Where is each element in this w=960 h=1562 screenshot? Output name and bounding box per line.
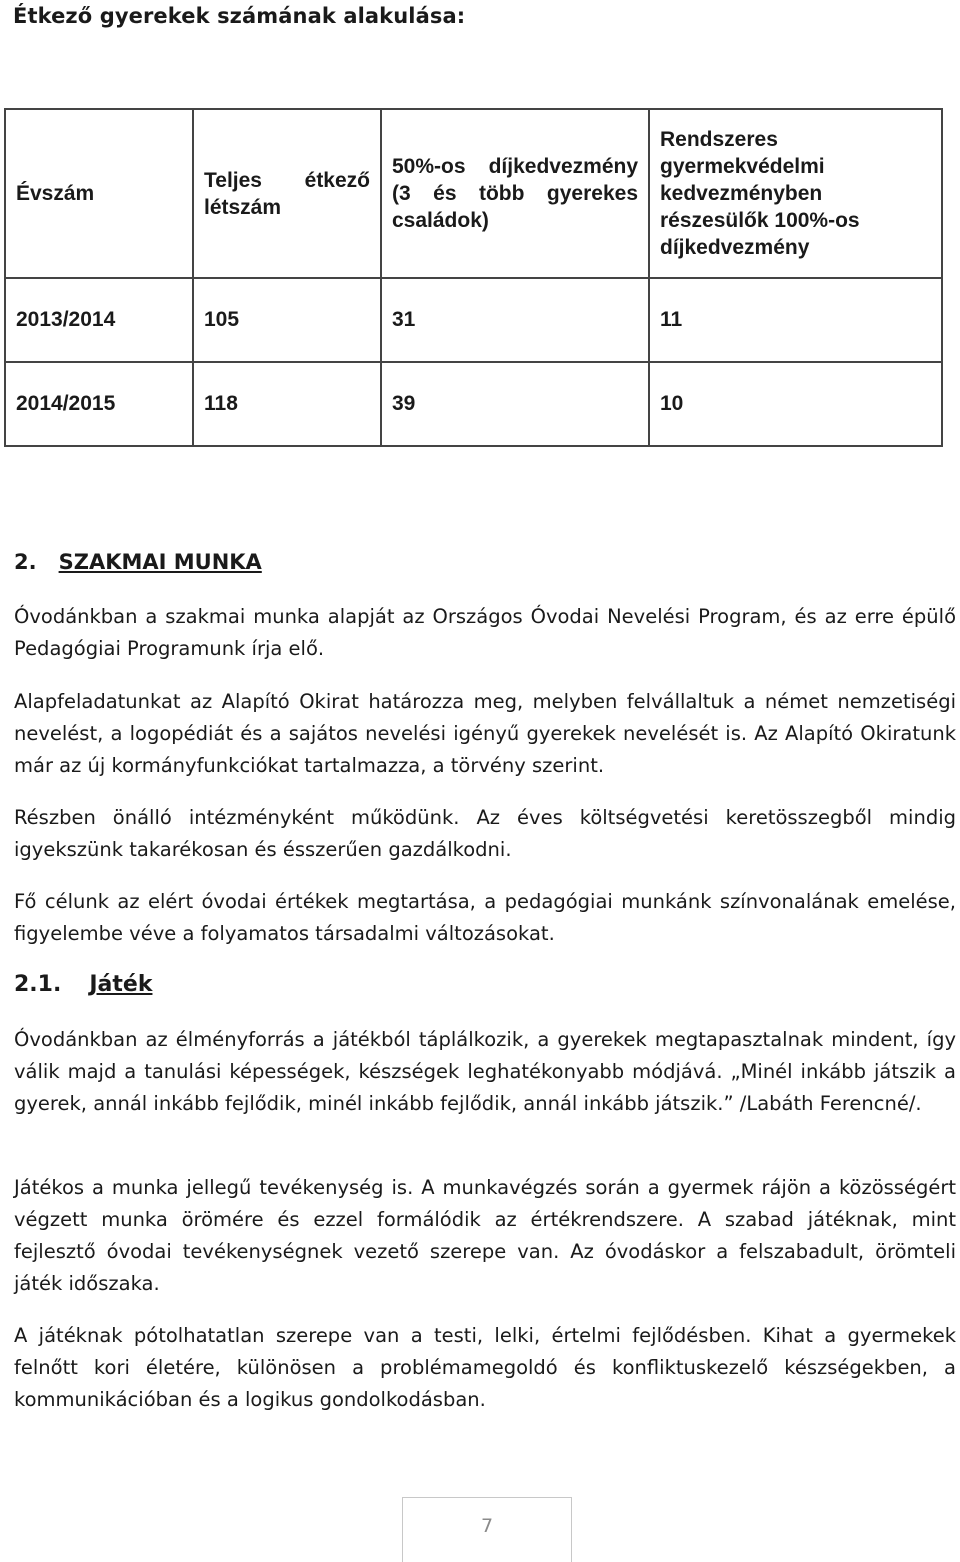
paragraph: Részben önálló intézményként működünk. Az éves költségvetési keretösszegből mindig igyekszünk takarékosan és ésszerűen gazdálkodni.: [14, 806, 956, 861]
table-cell-50: 31: [381, 278, 649, 362]
section-title: SZAKMAI MUNKA: [58, 550, 262, 574]
header-50-percent-discount: 50%-os díjkedvezmény (3 és több gyerekes családok): [381, 109, 649, 278]
subsection-title: Játék: [89, 972, 153, 997]
page-number: 7: [480, 1515, 494, 1537]
meal-count-table: [4, 108, 943, 447]
paragraph: Fő célunk az elért óvodai értékek megtartása, a pedagógiai munkánk színvonalának emelése, figyelembe véve a folyamatos társadalmi változásokat.: [14, 890, 956, 945]
table-cell-50: 39: [381, 362, 649, 446]
section-heading: [14, 550, 262, 574]
header-year: Évszám: [5, 109, 193, 278]
table-cell-100: 11: [649, 278, 942, 362]
table-row: [5, 362, 942, 446]
paragraph: Játékos a munka jellegű tevékenység is. A munkavégzés során a gyermek rájön a közösségért végzett munka örömére és ezzel formálódik az értékrendszere. A szabad játéknak, mint fejlesztő óvodai tevékenységnek vezető szerepe van. Az óvodáskor a felszabadult, örömteli játék időszaka.: [14, 1176, 956, 1295]
table-row: [5, 278, 942, 362]
subsection-number: 2.1.: [14, 972, 62, 997]
paragraph: Alapfeladatunkat az Alapító Okirat határozza meg, melyben felvállaltuk a német nemzetiségi nevelést, a logopédiát és a sajátos nevelési igényű gyerekek nevelését is. Az Alapító Okiratunk már az új kormányfunkciókat tartalmazza, a törvény szerint.: [14, 690, 956, 777]
header-100-percent-discount: Rendszeres gyermekvédelmi kedvezményben részesülők 100%-os díjkedvezmény: [649, 109, 942, 278]
table-header-row: [5, 109, 942, 278]
section-number: 2.: [14, 550, 37, 574]
page-footer: [402, 1497, 572, 1562]
table-cell-100: 10: [649, 362, 942, 446]
paragraph: A játéknak pótolhatatlan szerepe van a testi, lelki, értelmi fejlődésben. Kihat a gyermekek felnőtt kori életére, különösen a problémamegoldó és konfliktuskezelő készségekben, a kommunikációban és a logikus gondolkodásban.: [14, 1324, 956, 1411]
paragraph: Óvodánkban a szakmai munka alapját az Országos Óvodai Nevelési Program, és az erre épülő Pedagógiai Programunk írja elő.: [14, 605, 956, 660]
header-total-meals: Teljes étkező létszám: [193, 109, 381, 278]
subsection-heading: [14, 972, 152, 997]
table-cell-total: 105: [193, 278, 381, 362]
page-heading: Étkező gyerekek számának alakulása:: [13, 4, 466, 28]
table-cell-total: 118: [193, 362, 381, 446]
paragraph: Óvodánkban az élményforrás a játékból táplálkozik, a gyerekek megtapasztalnak mindent, így válik majd a tanulási képességek, készségek leghatékonyabb módjává. „Minél inkább játszik a gyerek, annál inkább fejlődik, minél inkább fejlődik, annál inkább játszik.” /Labáth Ferencné/.: [14, 1028, 956, 1115]
table-cell-year: 2013/2014: [5, 278, 193, 362]
table-cell-year: 2014/2015: [5, 362, 193, 446]
